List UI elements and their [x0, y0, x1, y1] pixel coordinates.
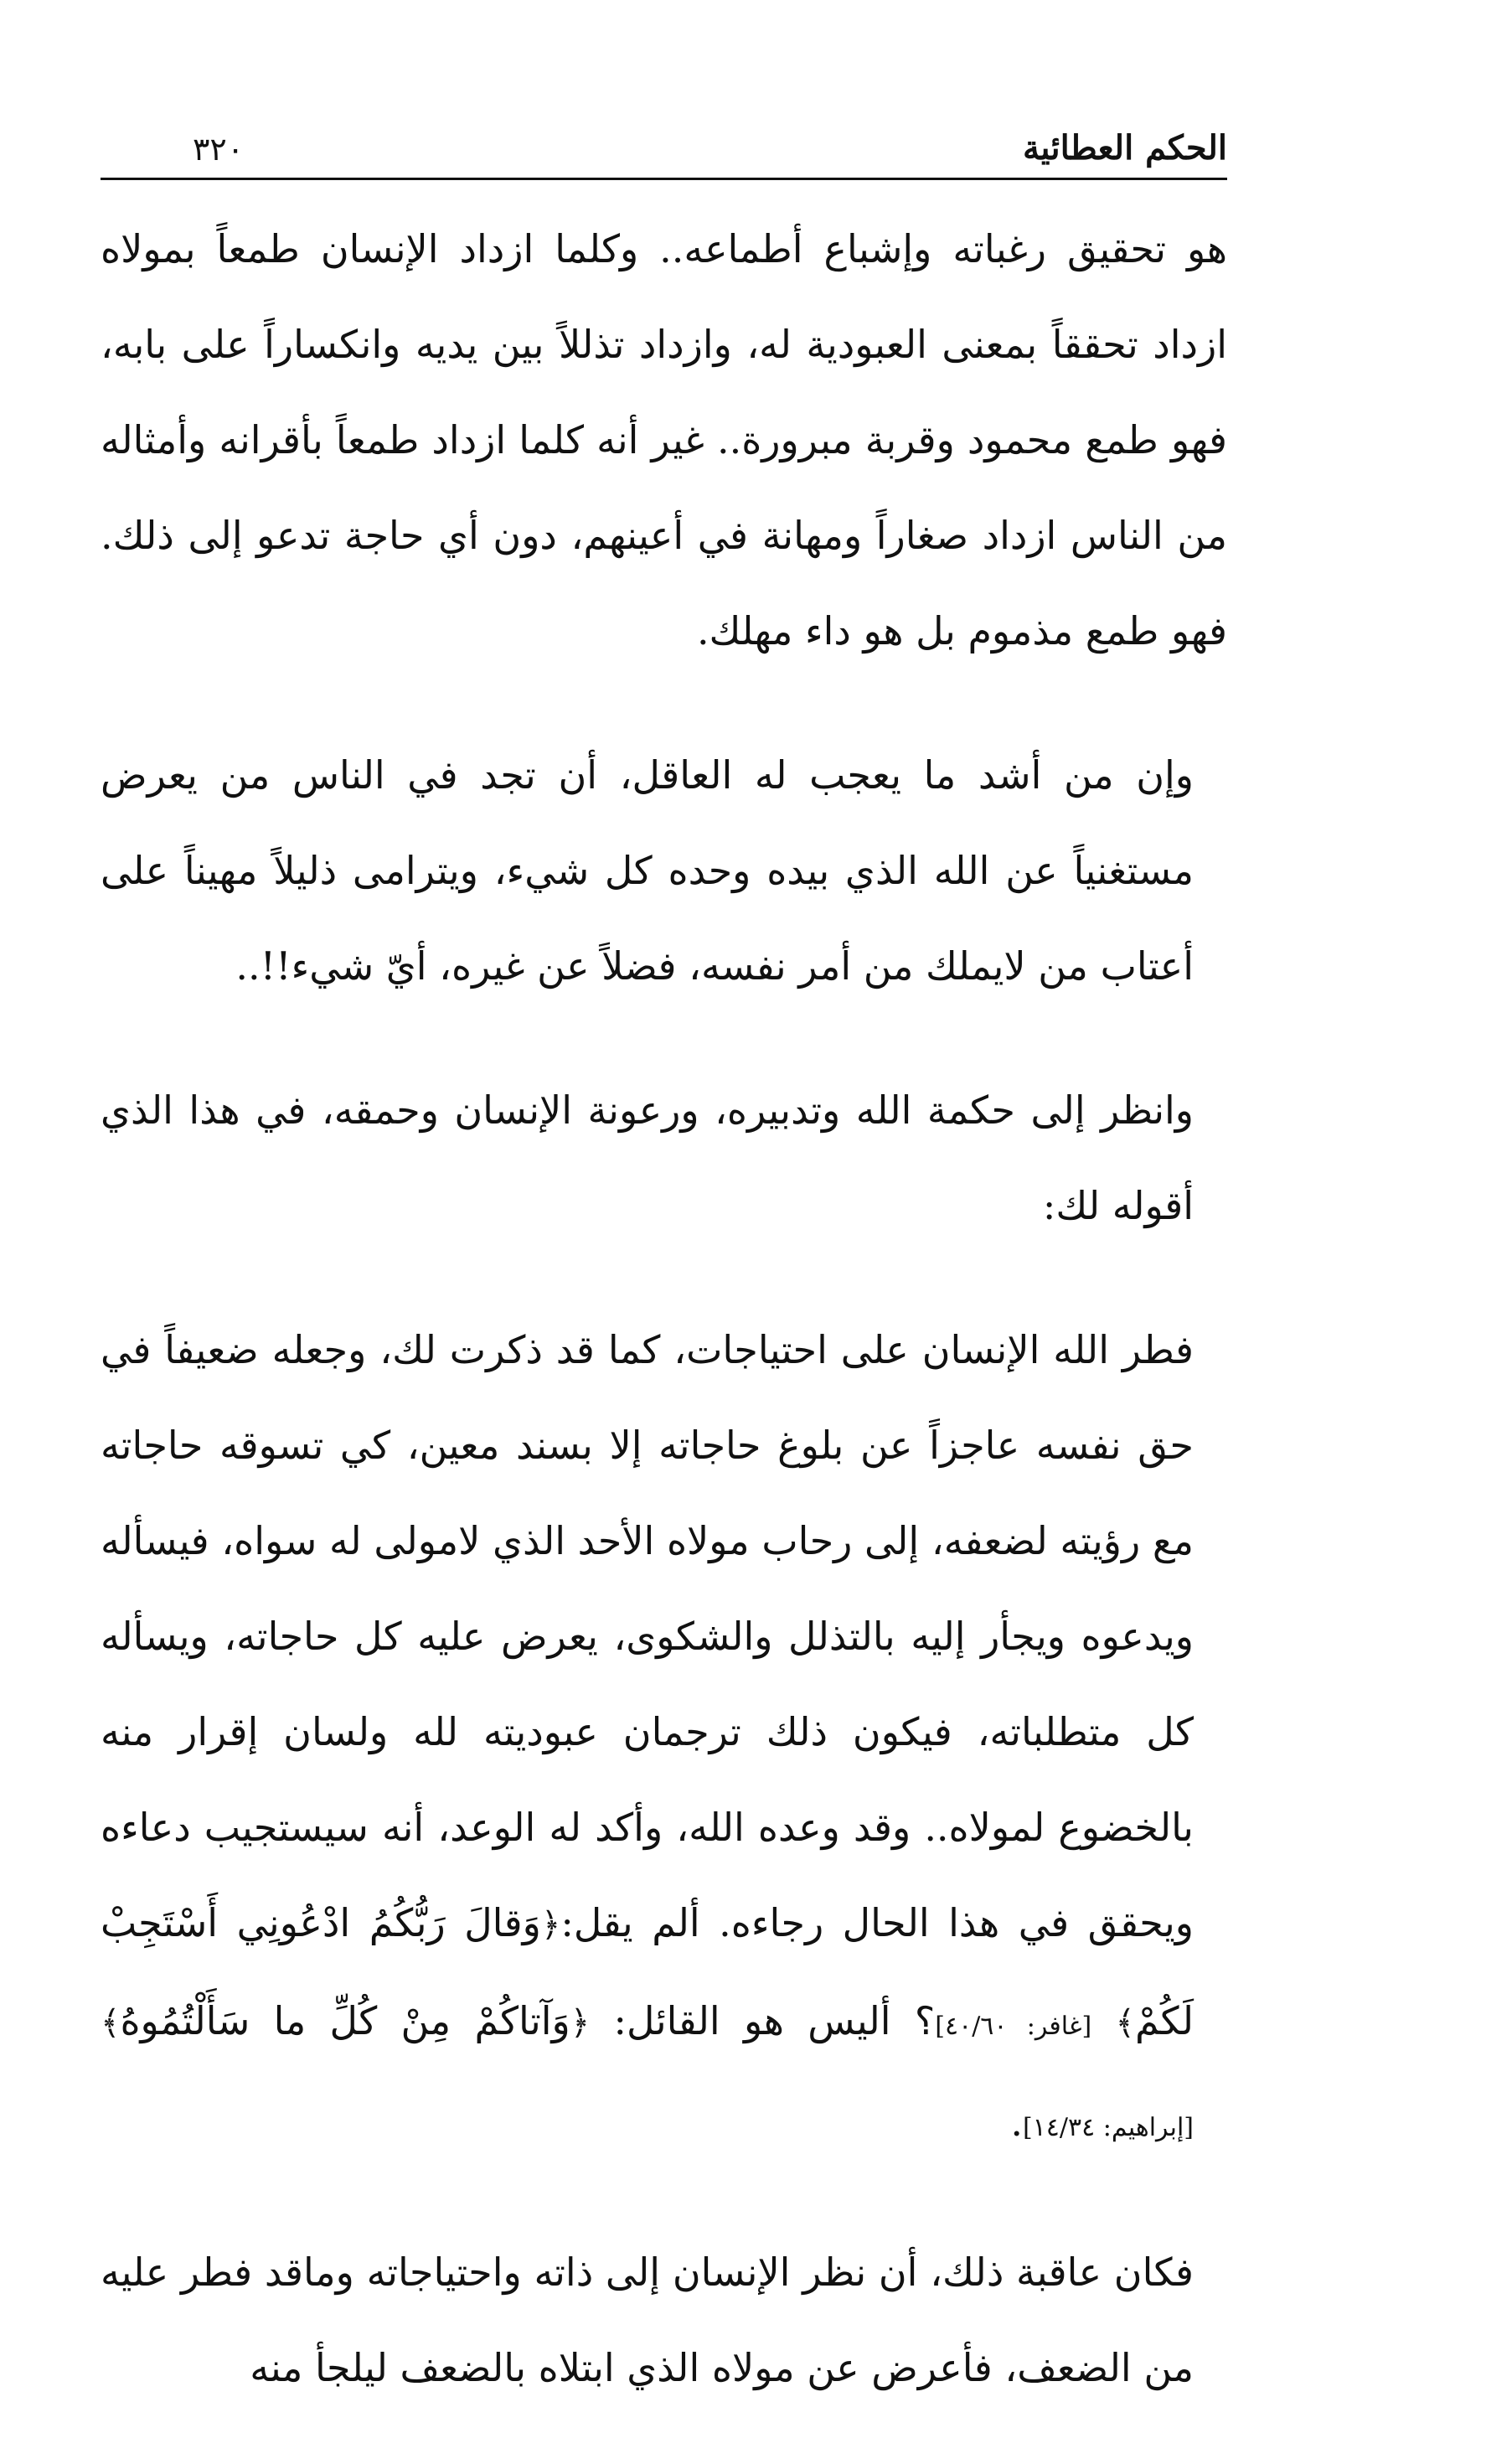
- quran-open-bracket: ﴿: [540, 1906, 561, 1945]
- quran-close-bracket: ﴾: [101, 2004, 121, 2043]
- paragraph-3: وانظر إلى حكمة الله وتدبيره، ورعونة الإنسان وحمقه، في هذا الذي أقوله لك:: [101, 1087, 1194, 1228]
- paragraph-4-text-middle: ؟ أليس هو القائل:: [613, 1998, 936, 2043]
- quran-reference-2: [إبراهيم: ١٤/٣٤]: [1022, 2113, 1194, 2142]
- paragraph-4: [101, 1302, 1227, 2176]
- paragraph-5: فكان عاقبة ذلك، أن نظر الإنسان إلى ذاته واحتياجاته وماقد فطر عليه من الضعف، فأعرض عن مولاه الذي ابتلاه بالضعف ليلجأ منه: [101, 2250, 1194, 2390]
- body-text: [101, 201, 1227, 2464]
- quran-open-bracket: ﴿: [570, 2004, 591, 2043]
- paragraph-2: وإن من أشد ما يعجب له العاقل، أن تجد في الناس من يعرض مستغنياً عن الله الذي بيده وحده كل شيء، ويترامى ذليلاً مهيناً على أعتاب من لايملك من أمر نفسه، فضلاً عن غيره، أيّ شيء!!..: [101, 752, 1194, 989]
- paragraph-4-text-end: .: [1010, 2100, 1023, 2145]
- quran-verse-1: وَقالَ رَبُّكُمُ ادْعُونِي أَسْتَجِبْ لَكُمْ: [101, 1900, 1194, 2043]
- quran-close-bracket: ﴾: [1115, 2004, 1135, 2043]
- running-header: [101, 117, 1227, 180]
- quran-reference-1: [غافر: ٤٠/٦٠]: [935, 2012, 1092, 2041]
- book-title: الحكم العطائية: [1022, 128, 1227, 168]
- quran-verse-2: وَآتاكُمْ مِنْ كُلِّ ما سَأَلْتُمُوهُ: [120, 1998, 570, 2043]
- paragraph-1: هو تحقيق رغباته وإشباع أطماعه.. وكلما ازداد الإنسان طمعاً بمولاه ازداد تحققاً بمعنى العبودية له، وازداد تذللاً بين يديه وانكساراً على بابه، فهو طمع محمود وقربة مبرورة.. غير أنه كلما ازداد طمعاً بأقرانه وأمثاله من الناس ازداد صغاراً ومهانة في أعينهم، دون أي حاجة تدعو إلى ذلك. فهو طمع مذموم بل هو داء مهلك.: [101, 226, 1227, 653]
- page-number: ٣٢٠: [193, 131, 245, 168]
- paragraph-4-text-before: فطر الله الإنسان على احتياجات، كما قد ذكرت لك، وجعله ضعيفاً في حق نفسه عاجزاً عن بلوغ حاجاته إلا بسند معين، كي تسوقه حاجاته مع رؤيته لضعفه، إلى رحاب مولاه الأحد الذي لامولى له سواه، فيسأله ويدعوه ويجأر إليه بالتذلل والشكوى، يعرض عليه كل حاجاته، ويسأله كل متطلباته، فيكون ذلك ترجمان عبوديته لله ولسان إقرار منه بالخضوع لمولاه.. وقد وعده الله، وأكد له الوعد، أنه سيستجيب دعاءه ويحقق في هذا الحال رجاءه. ألم يقل:: [101, 1327, 1194, 1945]
